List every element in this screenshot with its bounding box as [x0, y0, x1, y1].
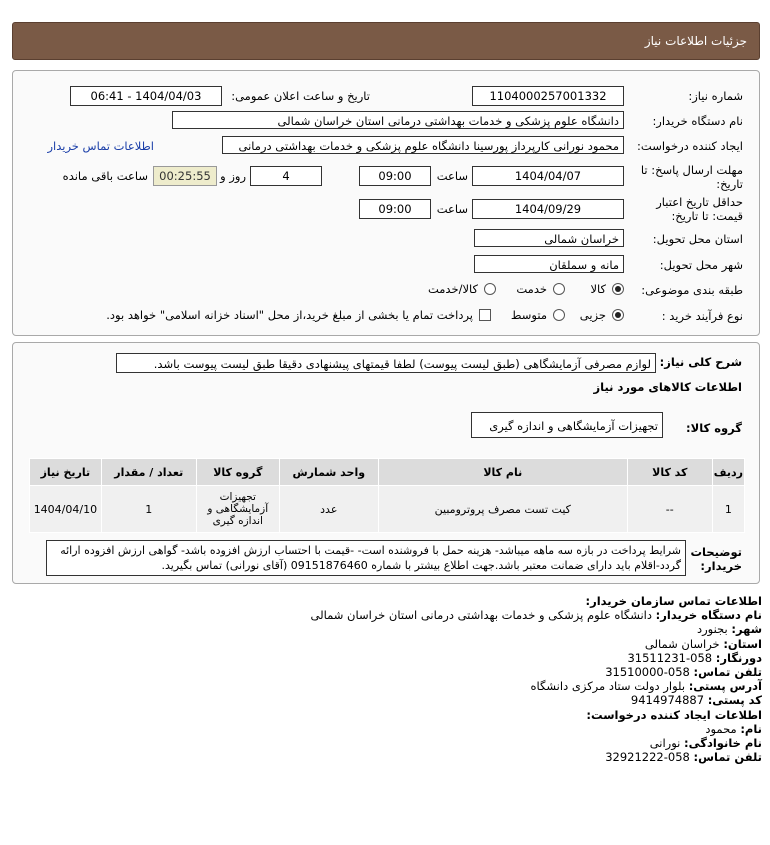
- page-title: جزئیات اطلاعات نیاز: [644, 34, 747, 48]
- city-field: مانه و سملقان: [474, 255, 624, 273]
- deadline-date-field: 1404/04/07: [472, 166, 624, 186]
- process-option-minor: جزیی: [579, 308, 606, 322]
- process-radio-minor[interactable]: [612, 309, 624, 321]
- validity-date-field: 1404/09/29: [472, 199, 624, 219]
- creator-field: محمود نورانی کارپرداز پورسینا دانشگاه علوم پزشکی و خدمات بهداشتی درمانی: [222, 136, 624, 154]
- col-group: گروه کالا: [196, 459, 279, 486]
- cell-code: --: [627, 486, 712, 533]
- col-row: ردیف: [712, 459, 744, 486]
- contact-line: نام دستگاه خریدار: دانشگاه علوم پزشکی و خدمات بهداشتی درمانی استان خراسان شمالی: [310, 608, 762, 623]
- creator-label: ایجاد کننده درخواست:: [637, 139, 743, 153]
- creator-line: نام: محمود: [705, 721, 762, 736]
- col-qty: تعداد / مقدار: [101, 459, 196, 486]
- announce-field: 1404/04/03 - 06:41: [70, 86, 222, 106]
- remaining-label: ساعت باقی مانده: [62, 169, 148, 183]
- days-label: روز و: [220, 169, 246, 183]
- col-name: نام کالا: [378, 459, 627, 486]
- remaining-time-field: 00:25:55: [153, 166, 217, 186]
- contact-line: تلفن تماس: 058-31510000: [605, 665, 762, 680]
- col-code: کد کالا: [627, 459, 712, 486]
- description-label: شرح کلی نیاز:: [659, 355, 742, 369]
- process-radio-medium[interactable]: [553, 309, 565, 321]
- days-field: 4: [250, 166, 322, 186]
- contact-line: دورنگار: 058-31511231: [627, 650, 762, 665]
- category-option-goods-service: کالا/خدمت: [427, 282, 478, 296]
- deadline-label-2: تاریخ:: [716, 177, 743, 191]
- creator-line: نام خانوادگی: نورانی: [649, 736, 762, 751]
- validity-label-1: حداقل تاریخ اعتبار: [656, 195, 743, 209]
- cell-unit: عدد: [279, 486, 378, 533]
- cell-name: کیت تست مصرف پروترومبین: [378, 486, 627, 533]
- page-header: [12, 22, 760, 60]
- deadline-label-1: مهلت ارسال پاسخ: تا: [640, 163, 743, 177]
- goods-info-title: اطلاعات کالاهای مورد نیاز: [593, 380, 742, 394]
- process-label: نوع فرآیند خرید :: [661, 309, 743, 323]
- cell-qty: 1: [101, 486, 196, 533]
- description-field: لوازم مصرفی آزمایشگاهی (طبق لیست پیوست) لطفا قیمتهای پیشنهادی دقیقا طبق لیست پیوست باشد.: [116, 353, 656, 373]
- contact-line: استان: خراسان شمالی: [644, 636, 762, 651]
- cell-date: 1404/04/10: [30, 486, 102, 533]
- table-header-row: [30, 459, 745, 486]
- buyer-label: نام دستگاه خریدار:: [652, 114, 743, 128]
- buyer-contact-link[interactable]: اطلاعات تماس خریدار: [47, 139, 154, 153]
- deadline-time-field: 09:00: [359, 166, 431, 186]
- announce-label: تاریخ و ساعت اعلان عمومی:: [231, 89, 370, 103]
- category-option-service: خدمت: [516, 282, 547, 296]
- goods-group-label: گروه کالا:: [686, 421, 742, 435]
- need-number-field: 1104000257001332: [472, 86, 624, 106]
- deadline-time-label: ساعت: [436, 169, 468, 183]
- contact-section: [22, 594, 762, 764]
- goods-table: [29, 458, 745, 533]
- validity-label-2: قیمت: تا تاریخ:: [671, 209, 743, 223]
- city-label: شهر محل تحویل:: [659, 258, 743, 272]
- category-radio-goods[interactable]: [612, 283, 624, 295]
- contact-line: شهر: بجنورد: [696, 622, 762, 637]
- cell-group: تجهیزات آزمایشگاهی و اندازه گیری: [196, 486, 279, 533]
- contact-title: اطلاعات تماس سازمان خریدار:: [585, 594, 762, 608]
- payment-note: پرداخت تمام یا بخشی از مبلغ خرید،از محل "اسناد خزانه اسلامی" خواهد بود.: [106, 308, 473, 322]
- goods-group-field: تجهیزات آزمایشگاهی و اندازه گیری: [471, 412, 663, 438]
- table-row: [30, 486, 745, 533]
- contact-line: کد پستی: 9414974887: [630, 693, 762, 708]
- province-field: خراسان شمالی: [474, 229, 624, 247]
- col-date: تاریخ نیاز: [30, 459, 102, 486]
- cell-row: 1: [712, 486, 744, 533]
- category-option-goods: کالا: [590, 282, 606, 296]
- buyer-notes-field: شرایط پرداخت در بازه سه ماهه میباشد- هزینه حمل با فروشنده است- -قیمت با احتساب ارزش افزوده باشد- گواهی ارزش افزوده ارائه گردد-اقلام باید دارای ضمانت معتبر باشد.جهت اطلاع بیشتر با شماره 09151876460 (آقای نورانی) تماس بگیرید.: [46, 540, 686, 576]
- province-label: استان محل تحویل:: [652, 232, 743, 246]
- validity-time-field: 09:00: [359, 199, 431, 219]
- buyer-notes-label-1: توضیحات: [690, 545, 742, 559]
- creator-line: تلفن تماس: 058-32921222: [605, 750, 762, 765]
- creator-title: اطلاعات ایجاد کننده درخواست:: [586, 707, 762, 722]
- process-option-medium: متوسط: [510, 308, 547, 322]
- category-radio-goods-service[interactable]: [484, 283, 496, 295]
- treasury-checkbox[interactable]: [479, 309, 491, 321]
- contact-line: آدرس پستی: بلوار دولت ستاد مرکزی دانشگاه: [530, 679, 762, 694]
- need-number-label: شماره نیاز:: [688, 89, 743, 103]
- category-label: طبقه بندی موضوعی:: [641, 283, 743, 297]
- col-unit: واحد شمارش: [279, 459, 378, 486]
- category-radio-service[interactable]: [553, 283, 565, 295]
- buyer-notes-label-2: خریدار:: [700, 559, 742, 573]
- buyer-field: دانشگاه علوم پزشکی و خدمات بهداشتی درمانی استان خراسان شمالی: [172, 111, 624, 129]
- validity-time-label: ساعت: [436, 202, 468, 216]
